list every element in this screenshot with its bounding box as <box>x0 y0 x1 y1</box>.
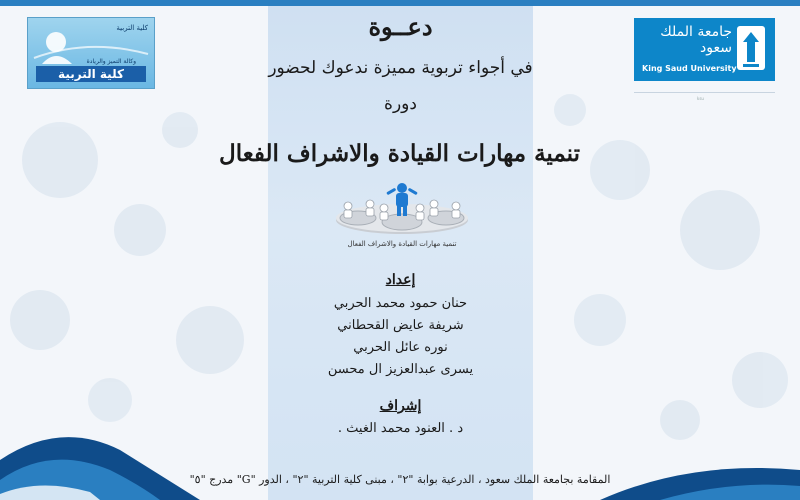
logo-right-caption: ksu <box>697 96 704 101</box>
bottom-wave-decoration <box>0 420 800 500</box>
supervisor-name: د . العنود محمد الغيث . <box>337 421 464 436</box>
preparer-name: نوره عائل الحربي <box>353 340 448 355</box>
supervision-heading: إشراف <box>379 398 422 414</box>
king-saud-university-logo <box>634 18 775 81</box>
logo-left-main-text: كلية التربية <box>36 66 146 82</box>
course-image-caption: تنمية مهارات القيادة والاشراف الفعال <box>347 240 457 248</box>
invitation-line: في أجواء تربوية مميزة ندعوك لحضور <box>268 58 533 78</box>
course-label: دورة <box>384 94 417 114</box>
preparer-name: يسرى عبدالعزيز ال محسن <box>327 362 474 377</box>
course-gears-image <box>318 178 486 250</box>
invitation-title: دعــوة <box>368 12 433 41</box>
ksu-arabic-name: جامعة الملك سعود <box>660 24 732 56</box>
college-of-education-logo <box>27 17 155 89</box>
gears-icon <box>336 183 468 234</box>
venue-text: المقامة بجامعة الملك سعود ، الدرعية بوابة "٢" ، مبنى كلية التربية "٢" ، الدور "G" مدرج "٥" <box>189 473 611 486</box>
logo-left-sub-text: وكالة التميز والريادة <box>86 58 136 65</box>
ksu-emblem-icon <box>735 24 767 72</box>
logo-left-top-text: كلية التربية <box>116 24 148 32</box>
ksu-english-name: King Saud University <box>642 64 737 73</box>
preparation-heading: إعداد <box>385 272 416 288</box>
course-title: تنمية مهارات القيادة والاشراف الفعال <box>219 140 580 167</box>
logo-right-divider <box>634 92 775 93</box>
preparer-name: حنان حمود محمد الحربي <box>333 296 468 311</box>
preparer-name: شريفة عايض القحطاني <box>337 318 464 333</box>
